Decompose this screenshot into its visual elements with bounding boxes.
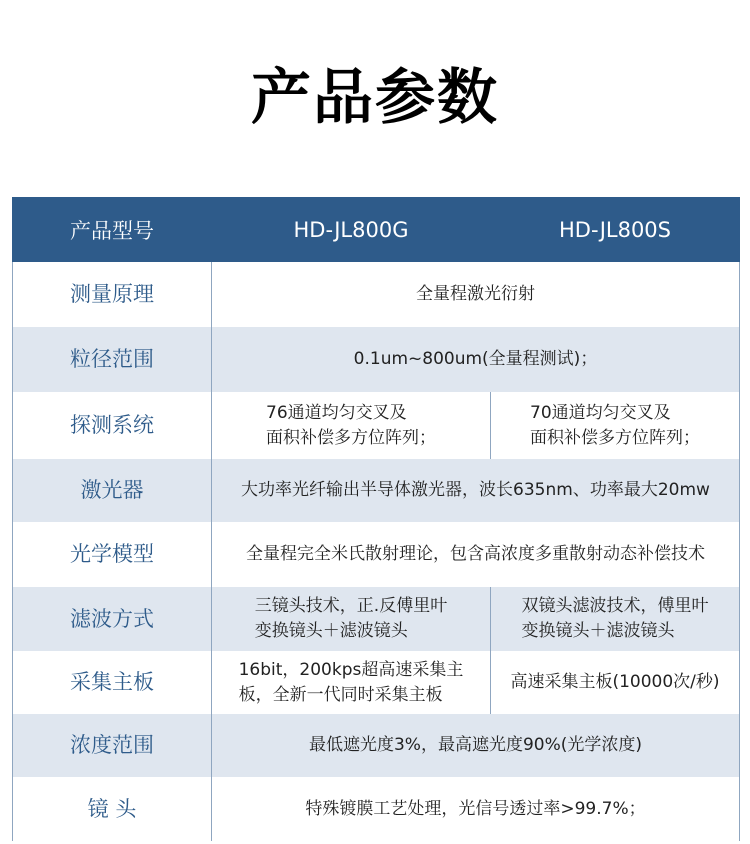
row-label: 镜 头 xyxy=(13,777,212,841)
header-model-g: HD-JL800G xyxy=(212,197,491,262)
row-value-g xyxy=(212,392,491,459)
table-row-particle-range xyxy=(13,327,740,392)
header-model-label: 产品型号 xyxy=(13,197,212,262)
row-label: 测量原理 xyxy=(13,262,212,327)
row-label: 光学模型 xyxy=(13,522,212,587)
table-row-lens xyxy=(13,777,740,841)
row-value-s xyxy=(491,587,740,651)
table-row-detection-system xyxy=(13,392,740,459)
value-line: 16bit，200kps超高速采集主 xyxy=(238,659,464,680)
row-value-g xyxy=(212,651,491,714)
value-line: 76通道均匀交叉及 xyxy=(266,402,407,423)
value-line: 变换镜头＋滤波镜头 xyxy=(254,621,408,641)
table-row-laser xyxy=(13,459,740,522)
row-label: 探测系统 xyxy=(13,392,212,459)
table-header-row xyxy=(13,197,740,262)
row-value-s: 高速采集主板(10000次/秒) xyxy=(491,651,740,714)
table-row-measurement-principle xyxy=(13,262,740,327)
row-value: 最低遮光度3%，最高遮光度90%(光学浓度) xyxy=(212,714,740,777)
row-value-s xyxy=(491,392,740,459)
row-value-g xyxy=(212,587,491,651)
row-label: 粒径范围 xyxy=(13,327,212,392)
value-line: 板，全新一代同时采集主板 xyxy=(238,684,443,705)
header-model-s: HD-JL800S xyxy=(491,197,740,262)
value-line: 面积补偿多方位阵列； xyxy=(530,427,700,448)
table-row-concentration-range xyxy=(13,714,740,777)
value-line: 双镜头滤波技术，傅里叶 xyxy=(521,596,709,616)
table-row-filter-method xyxy=(13,587,740,651)
table-row-optical-model xyxy=(13,522,740,587)
table-row-acquisition-board xyxy=(13,651,740,714)
row-label: 浓度范围 xyxy=(13,714,212,777)
row-value: 全量程激光衍射 xyxy=(212,262,740,327)
row-value: 全量程完全米氏散射理论，包含高浓度多重散射动态补偿技术 xyxy=(212,522,740,587)
row-label: 激光器 xyxy=(13,459,212,522)
row-value: 大功率光纤输出半导体激光器，波长635nm、功率最大20mw xyxy=(212,459,740,522)
row-value: 0.1um~800um(全量程测试)； xyxy=(212,327,740,392)
value-line: 面积补偿多方位阵列； xyxy=(266,427,436,448)
page-title: 产品参数 xyxy=(251,63,499,133)
value-line: 70通道均匀交叉及 xyxy=(530,402,671,423)
row-label: 采集主板 xyxy=(13,651,212,714)
value-line: 三镜头技术，正.反傅里叶 xyxy=(254,596,448,616)
row-label: 滤波方式 xyxy=(13,587,212,651)
value-line: 变换镜头＋滤波镜头 xyxy=(521,621,675,641)
row-value: 特殊镀膜工艺处理，光信号透过率>99.7%； xyxy=(212,777,740,841)
product-spec-table xyxy=(12,197,740,841)
